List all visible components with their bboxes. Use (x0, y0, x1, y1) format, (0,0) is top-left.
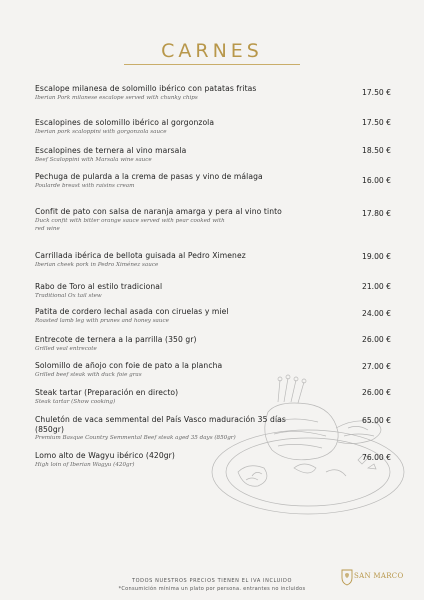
dish-price: 26.00 € (362, 335, 391, 344)
menu-item (35, 282, 391, 300)
dish-name: Confit de pato con salsa de naranja amarga y pera al vino tinto (35, 207, 282, 216)
menu-item (35, 361, 391, 379)
menu-item (35, 335, 391, 353)
dish-name: Chuletón de vaca semmental del País Vasco maduración 35 días (850gr) (35, 415, 286, 434)
dish-name: Lomo alto de Wagyu ibérico (420gr) (35, 451, 175, 460)
dish-price: 21.00 € (362, 282, 391, 291)
dish-description: Grilled veal entrecote (35, 345, 97, 352)
dish-description: Traditional Ox tail stew (35, 292, 102, 299)
dish-price: 65.00 € (362, 416, 391, 425)
menu-item (35, 118, 391, 136)
menu-item (35, 207, 391, 233)
dish-description: Iberian cheek pork in Pedro Ximénez sauce (35, 261, 159, 268)
dish-name: Escalope milanesa de solomillo ibérico con patatas fritas (35, 84, 257, 93)
dish-description: Steak tartar (Show cooking) (35, 398, 116, 405)
title-divider (124, 64, 300, 65)
dish-description: Poularde breast with raisins cream (35, 182, 135, 189)
dish-description: Grilled beef steak with duck foie gras (35, 371, 142, 378)
menu-item (35, 251, 391, 269)
dish-description: Beef Scaloppini with Marsala wine sauce (35, 156, 152, 163)
page-title: CARNES (161, 40, 263, 62)
lion-crest-icon (340, 568, 354, 586)
dish-price: 17.50 € (362, 88, 391, 97)
menu-item (35, 307, 391, 325)
dish-price: 19.00 € (362, 252, 391, 261)
menu-item (35, 84, 391, 102)
dish-name: Solomillo de añojo con foie de pato a la plancha (35, 361, 223, 370)
dish-price: 26.00 € (362, 388, 391, 397)
vat-notice: TODOS NUESTROS PRECIOS TIENEN EL IVA INCLUIDO (131, 578, 292, 584)
dish-name: Carrillada ibérica de bellota guisada al Pedro Ximenez (35, 251, 246, 260)
dish-name: Escalopines de solomillo ibérico al gorgonzola (35, 118, 215, 127)
logo-wordmark: SAN MARCO (354, 572, 404, 580)
dish-price: 18.50 € (362, 146, 391, 155)
dish-description: Duck confit with bitter orange sauce served with pear cooked with red wine (35, 217, 225, 232)
dish-name: Entrecote de ternera a la parrilla (350 gr) (35, 335, 197, 344)
dish-price: 17.80 € (362, 209, 391, 218)
dish-description: High loin of Iberian Wagyu (420gr) (35, 461, 135, 468)
dish-name: Pechuga de pularda a la crema de pasas y vino de málaga (35, 172, 263, 181)
menu-item (35, 388, 391, 406)
dish-description: Iberian Pork milanese escalope served with chunky chips (35, 94, 198, 101)
dish-description: Iberian pork scaloppini with gorgonzola sauce (35, 128, 167, 135)
dish-price: 76.00 € (362, 453, 391, 462)
restaurant-logo (340, 568, 404, 592)
dish-name: Escalopines de ternera al vino marsala (35, 146, 187, 155)
dish-description: Premium Basque Country Semmental Beef steak aged 35 days (850gr) (35, 435, 236, 441)
menu-item (35, 415, 391, 442)
dish-price: 24.00 € (362, 309, 391, 318)
dish-price: 17.50 € (362, 118, 391, 127)
dish-price: 16.00 € (362, 176, 391, 185)
menu-item (35, 172, 391, 190)
dish-price: 27.00 € (362, 362, 391, 371)
minimum-consumption-notice: *Consumición mínima un plato por persona. entrantes no incluidos (118, 586, 306, 592)
menu-item (35, 451, 391, 469)
dish-name: Steak tartar (Preparación en directo) (35, 388, 179, 397)
dish-description: Roasted lamb leg with prunes and honey sauce (35, 317, 169, 324)
menu-item (35, 146, 391, 164)
dish-name: Rabo de Toro al estilo tradicional (35, 282, 163, 291)
dish-name: Patita de cordero lechal asada con ciruelas y miel (35, 307, 229, 316)
